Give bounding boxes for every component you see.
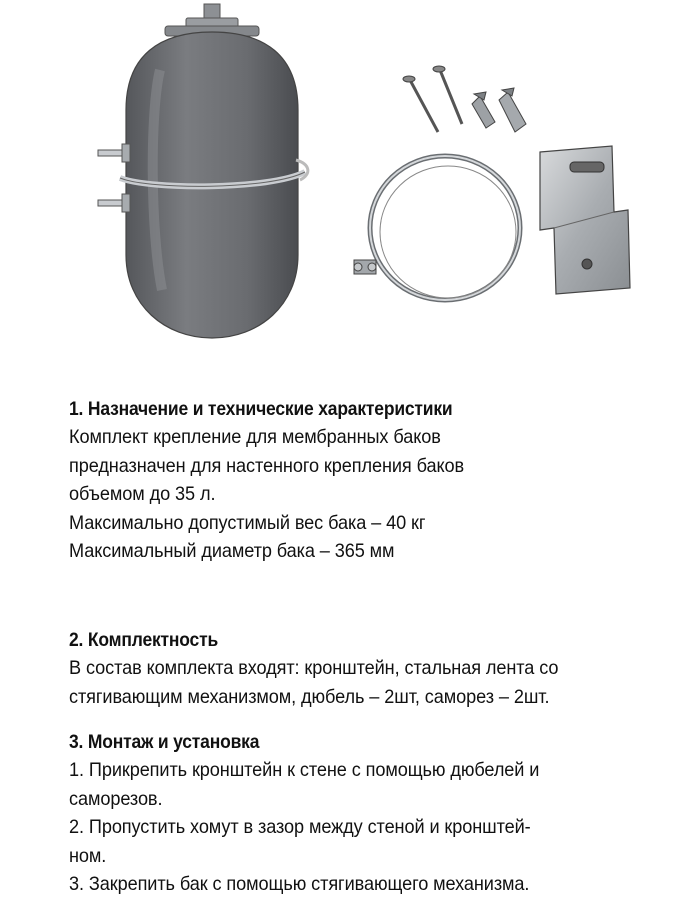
steel-strap-clamp-icon: [354, 156, 520, 300]
paragraph-line: 1. Прикрепить кронштейн к стене с помощью дюбелей и: [69, 759, 540, 781]
paragraph-line: ном.: [69, 844, 107, 867]
nails-and-dowels-icon: [403, 66, 526, 132]
wall-bracket-icon: [540, 146, 630, 294]
section-heading: 3. Монтаж и установка: [69, 732, 260, 753]
section-contents: [69, 628, 669, 711]
section-installation: [69, 730, 669, 899]
paragraph-line: предназначен для настенного крепления баков: [69, 454, 465, 477]
section-heading: 1. Назначение и технические характеристики: [69, 399, 453, 420]
paragraph-line: стягивающим механизмом, дюбель – 2шт, саморез – 2шт.: [69, 685, 550, 708]
paragraph-line: 3. Закрепить бак с помощью стягивающего механизма.: [69, 873, 530, 895]
paragraph-line: объемом до 35 л.: [69, 483, 216, 505]
product-illustration: [0, 0, 700, 370]
paragraph-line: Комплект крепление для мембранных баков: [69, 426, 441, 448]
paragraph-line: В состав комплекта входят: кронштейн, стальная лента со: [69, 657, 559, 679]
paragraph-line: Максимальный диаметр бака – 365 мм: [69, 540, 395, 562]
section-purpose: [69, 397, 669, 566]
paragraph-line: 2. Пропустить хомут в зазор между стеной и кронштей-: [69, 816, 531, 838]
paragraph-line: саморезов.: [69, 787, 163, 810]
section-heading: 2. Комплектность: [69, 630, 219, 651]
paragraph-line: Максимально допустимый вес бака – 40 кг: [69, 511, 426, 534]
expansion-tank-icon: [98, 4, 308, 338]
